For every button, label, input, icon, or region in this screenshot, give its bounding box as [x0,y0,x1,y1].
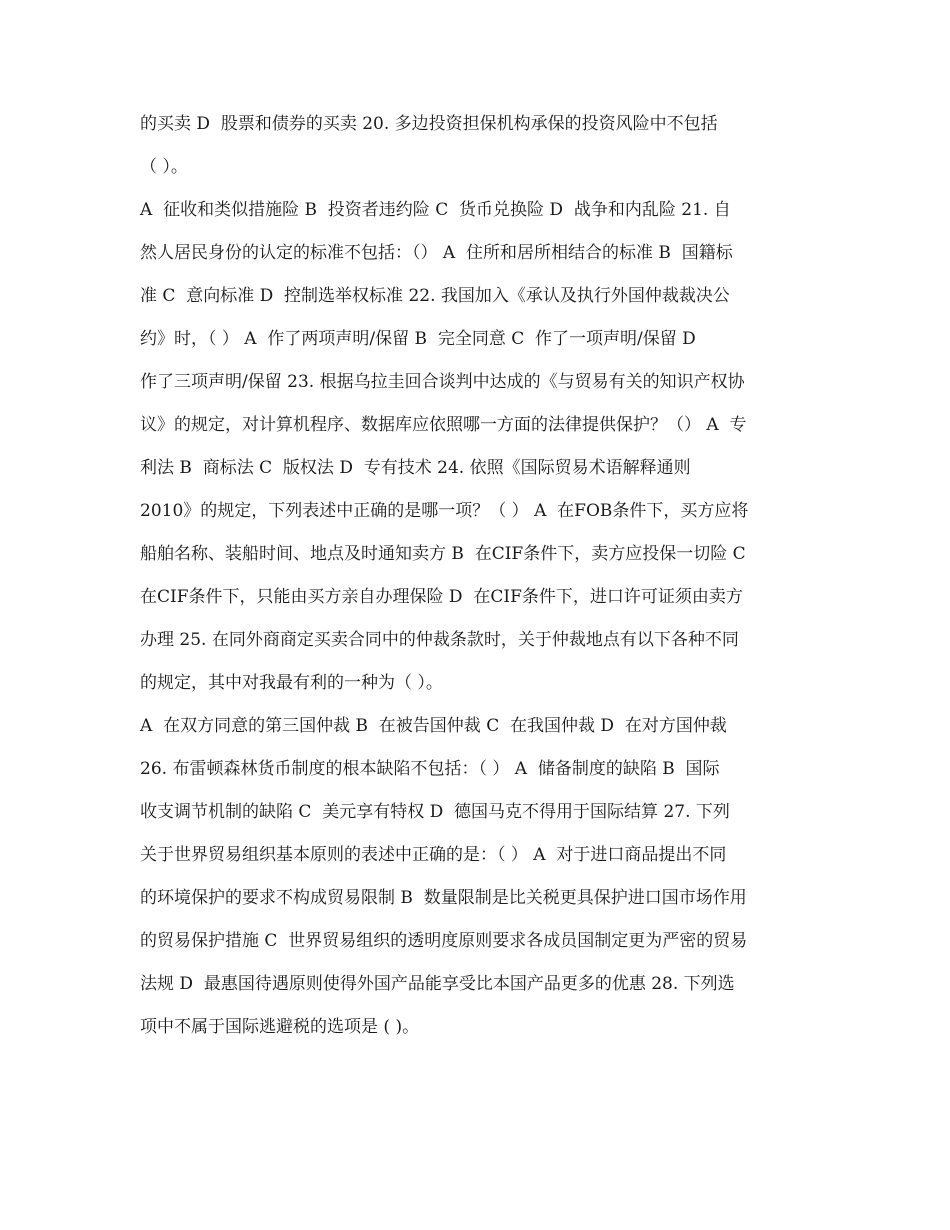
text-line-8: 议》的规定，对计算机程序、数据库应依照哪一方面的法律提供保护？（） A 专 [140,415,747,435]
text-line-10: 2010》的规定，下列表述中正确的是哪一项？（ ） A 在FOB条件下，买方应将 [140,501,749,521]
question-text-block [140,108,812,1054]
text-line-1: 的买卖 D 股票和债券的买卖 20. 多边投资担保机构承保的投资风险中不包括 [140,114,718,134]
text-line-11: 船舶名称、装船时间、地点及时通知卖方 B 在CIF条件下，卖方应投保一切险 C [140,544,746,564]
text-line-12: 在CIF条件下，只能由买方亲自办理保险 D 在CIF条件下，进口许可证须由卖方 [140,587,743,607]
text-line-7: 作了三项声明/保留 23. 根据乌拉圭回合谈判中达成的《与贸易有关的知识产权协 [140,372,745,392]
text-line-18: 关于世界贸易组织基本原则的表述中正确的是：（ ） A 对于进口商品提出不同 [140,845,727,865]
text-line-17: 收支调节机制的缺陷 C 美元享有特权 D 德国马克不得用于国际结算 27. 下列 [140,802,730,822]
text-line-3: A 征收和类似措施险 B 投资者违约险 C 货币兑换险 D 战争和内乱险 21. 自 [140,200,731,220]
text-line-20: 的贸易保护措施 C 世界贸易组织的透明度原则要求各成员国制定更为严密的贸易 [140,931,748,951]
text-line-6: 约》时，（ ） A 作了两项声明/保留 B 完全同意 C 作了一项声明/保留 D [140,329,696,349]
text-line-16: 26. 布雷顿森林货币制度的根本缺陷不包括：（ ） A 储备制度的缺陷 B 国际 [140,759,720,779]
text-line-19: 的环境保护的要求不构成贸易限制 B 数量限制是比关税更具保护进口国市场作用 [140,888,747,908]
text-line-2: （ ）。 [140,157,188,177]
text-line-4: 然人居民身份的认定的标准不包括：（） A 住所和居所相结合的标准 B 国籍标 [140,243,733,263]
text-line-21: 法规 D 最惠国待遇原则使得外国产品能享受比本国产品更多的优惠 28. 下列选 [140,974,735,994]
text-line-15: A 在双方同意的第三国仲裁 B 在被告国仲裁 C 在我国仲裁 D 在对方国仲裁 [140,716,727,736]
text-line-9: 利法 B 商标法 C 版权法 D 专有技术 24. 依照《国际贸易术语解释通则 [140,458,691,478]
text-line-5: 准 C 意向标准 D 控制选举权标准 22. 我国加入《承认及执行外国仲裁裁决公 [140,286,730,306]
text-line-14: 的规定，其中对我最有利的一种为（ ）。 [140,673,443,693]
text-line-22: 项中不属于国际逃避税的选项是 ( )。 [140,1017,420,1037]
text-line-13: 办理 25. 在同外商商定买卖合同中的仲裁条款时，关于仲裁地点有以下各种不同 [140,630,739,650]
